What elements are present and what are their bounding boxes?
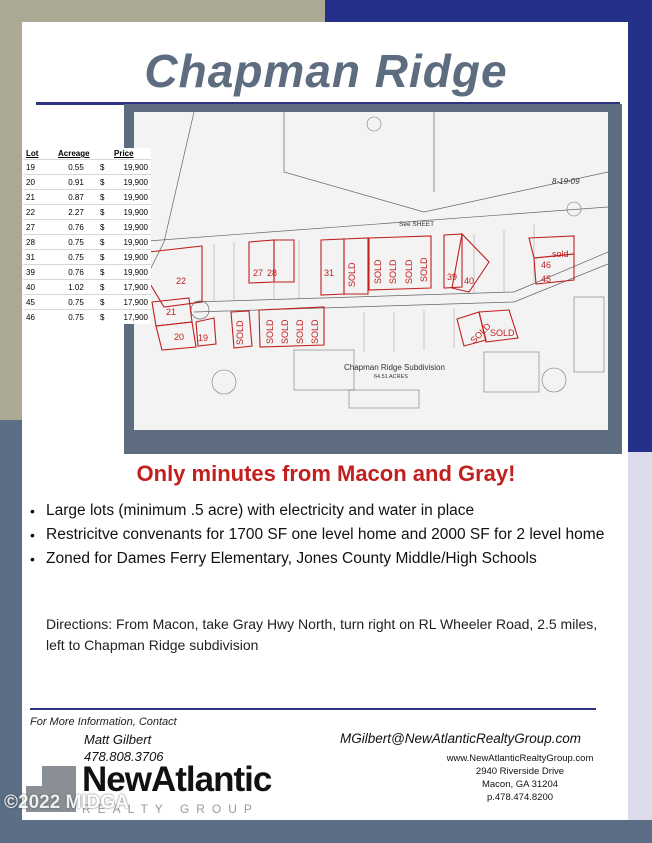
background-navy-top-block: [325, 0, 652, 22]
cell-price: 19,900: [111, 220, 151, 235]
survey-marker-icon: [367, 117, 381, 131]
cell-lot: 27: [23, 220, 55, 235]
table-row: [23, 295, 151, 310]
cell-price: 19,900: [111, 250, 151, 265]
cell-acreage: 0.75: [55, 250, 97, 265]
see-sheet-note: See SHEET: [399, 221, 435, 228]
lot-label-22: 22: [176, 276, 187, 286]
bullet-icon: •: [30, 527, 35, 543]
cul-de-sac: [191, 301, 209, 319]
cell-lot: 45: [23, 295, 55, 310]
cell-currency: $: [97, 160, 111, 175]
page-title: Chapman Ridge: [144, 45, 508, 97]
sold-label: SOLD: [388, 259, 398, 284]
logo-subtitle: REALTY GROUP: [82, 802, 259, 816]
table-row: [23, 190, 151, 205]
agent-phone[interactable]: 478.808.3706: [84, 749, 164, 764]
plat-notes-block: [484, 352, 539, 392]
feature-text: Restricitve convenants for 1700 SF one level home and 2000 SF for 2 level home: [46, 526, 605, 543]
plat-drawing: [134, 112, 608, 430]
cell-currency: $: [97, 250, 111, 265]
sold-label: SOLD: [404, 259, 414, 284]
sold-label: sold: [552, 249, 569, 259]
cell-lot: 46: [23, 310, 55, 325]
directions-text: Directions: From Macon, take Gray Hwy North, turn right on RL Wheeler Road, 2.5 miles, left to Chapman Ridge subdivision: [46, 616, 598, 653]
lot-label-28: 28: [267, 268, 278, 278]
subdivision-label: Chapman Ridge Subdivision: [344, 363, 445, 372]
cell-lot: 19: [23, 160, 55, 175]
plat-legend-block: [574, 297, 604, 372]
feature-list: [30, 500, 630, 572]
cell-currency: $: [97, 205, 111, 220]
cell-currency: $: [97, 220, 111, 235]
cell-price: 19,900: [111, 190, 151, 205]
cell-price: 19,900: [111, 175, 151, 190]
cell-currency: $: [97, 310, 111, 325]
sold-label: SOLD: [310, 319, 320, 344]
lot-label-39: 39: [447, 272, 458, 282]
address-line-2: Macon, GA 31204: [481, 779, 559, 790]
column-header-price: Price: [114, 149, 134, 158]
survey-seal-icon: [542, 368, 566, 392]
cell-currency: $: [97, 295, 111, 310]
sold-label: SOLD: [373, 259, 383, 284]
background-lilac-block: [628, 452, 652, 843]
lot-label-40: 40: [464, 276, 475, 286]
office-phone[interactable]: p.478.474.8200: [486, 792, 554, 803]
feature-item: [30, 524, 630, 546]
road-line: [514, 264, 608, 302]
lots-price-table: [23, 148, 151, 324]
sold-label: SOLD: [419, 257, 429, 282]
background-bottom-band: [0, 820, 652, 843]
cell-acreage: 2.27: [55, 205, 97, 220]
feature-item: [30, 500, 630, 522]
table-row: [23, 235, 151, 250]
lot-label-20: 20: [174, 332, 185, 342]
agent-email-link[interactable]: MGilbert@NewAtlanticRealtyGroup.com: [340, 731, 582, 746]
cell-acreage: 0.75: [55, 235, 97, 250]
sold-label: SOLD: [490, 328, 515, 338]
cell-lot: 20: [23, 175, 55, 190]
address-line-1: 2940 Riverside Drive: [475, 766, 565, 777]
cell-currency: $: [97, 265, 111, 280]
cell-price: 19,900: [111, 160, 151, 175]
feature-text: Large lots (minimum .5 acre) with electricity and water in place: [46, 502, 475, 519]
table-header-row: [23, 148, 151, 160]
road-line: [194, 302, 514, 312]
cell-lot: 22: [23, 205, 55, 220]
table-row: [23, 310, 151, 325]
lot-label-45: 45: [541, 274, 552, 284]
cell-price: 19,900: [111, 205, 151, 220]
cell-lot: 28: [23, 235, 55, 250]
lot-label-46: 46: [541, 260, 552, 270]
cell-price: 19,900: [111, 265, 151, 280]
cell-currency: $: [97, 175, 111, 190]
table-row: [23, 175, 151, 190]
lot-label-27: 27: [253, 268, 264, 278]
survey-seal-icon: [212, 370, 236, 394]
subdivision-plat-map: [134, 112, 608, 430]
agent-name: Matt Gilbert: [84, 732, 152, 747]
sold-label: SOLD: [468, 321, 493, 346]
cell-lot: 39: [23, 265, 55, 280]
table-row: [23, 265, 151, 280]
bullet-icon: •: [30, 551, 35, 567]
logo-wordmark: NewAtlantic: [82, 760, 272, 799]
cell-acreage: 0.75: [55, 310, 97, 325]
cell-currency: $: [97, 235, 111, 250]
lot-label-21: 21: [166, 307, 177, 317]
cell-acreage: 0.55: [55, 160, 97, 175]
bullet-icon: •: [30, 503, 35, 519]
lot-label-31: 31: [324, 268, 335, 278]
table-row: [23, 205, 151, 220]
cell-price: 17,900: [111, 310, 151, 325]
table-row: [23, 160, 151, 175]
lot-label-19: 19: [198, 333, 209, 343]
cell-currency: $: [97, 190, 111, 205]
sold-label: SOLD: [235, 320, 245, 345]
copyright-watermark: ©2022 MIDGA: [4, 792, 129, 813]
cell-acreage: 0.76: [55, 265, 97, 280]
handwritten-date: 8-19-09: [552, 177, 580, 186]
cell-currency: $: [97, 280, 111, 295]
cell-lot: 31: [23, 250, 55, 265]
plat-engineer-block: [349, 390, 419, 408]
cell-acreage: 0.76: [55, 220, 97, 235]
contact-info-label: For More Information, Contact: [30, 716, 177, 728]
sold-label: SOLD: [265, 319, 275, 344]
column-header-currency: [97, 148, 111, 160]
cell-lot: 40: [23, 280, 55, 295]
column-header-acreage: Acreage: [58, 149, 90, 158]
plat-boundary-line: [134, 207, 608, 242]
office-contact-block: [420, 752, 620, 804]
cell-acreage: 0.87: [55, 190, 97, 205]
footer-divider: [30, 708, 596, 710]
cell-acreage: 1.02: [55, 280, 97, 295]
cell-acreage: 0.91: [55, 175, 97, 190]
logo-mark-accent: [26, 766, 42, 786]
table-row: [23, 280, 151, 295]
sold-label: SOLD: [295, 319, 305, 344]
table-row: [23, 220, 151, 235]
cell-acreage: 0.75: [55, 295, 97, 310]
headline: Only minutes from Macon and Gray!: [136, 461, 516, 486]
lots-table-body: [23, 160, 151, 325]
feature-text: Zoned for Dames Ferry Elementary, Jones County Middle/High Schools: [46, 550, 537, 567]
table-row: [23, 250, 151, 265]
lot-31-outline: [321, 239, 344, 295]
website-link[interactable]: www.NewAtlanticRealtyGroup.com: [446, 753, 594, 764]
cell-price: 19,900: [111, 235, 151, 250]
cell-lot: 21: [23, 190, 55, 205]
feature-item: [30, 548, 630, 570]
column-header-lot: Lot: [26, 149, 39, 158]
plat-boundary-line: [284, 112, 608, 212]
sold-label: SOLD: [347, 262, 357, 287]
sold-label: SOLD: [280, 319, 290, 344]
acres-label: 64.51 ACRES: [374, 374, 408, 380]
cell-price: 17,900: [111, 280, 151, 295]
cell-price: 17,900: [111, 295, 151, 310]
